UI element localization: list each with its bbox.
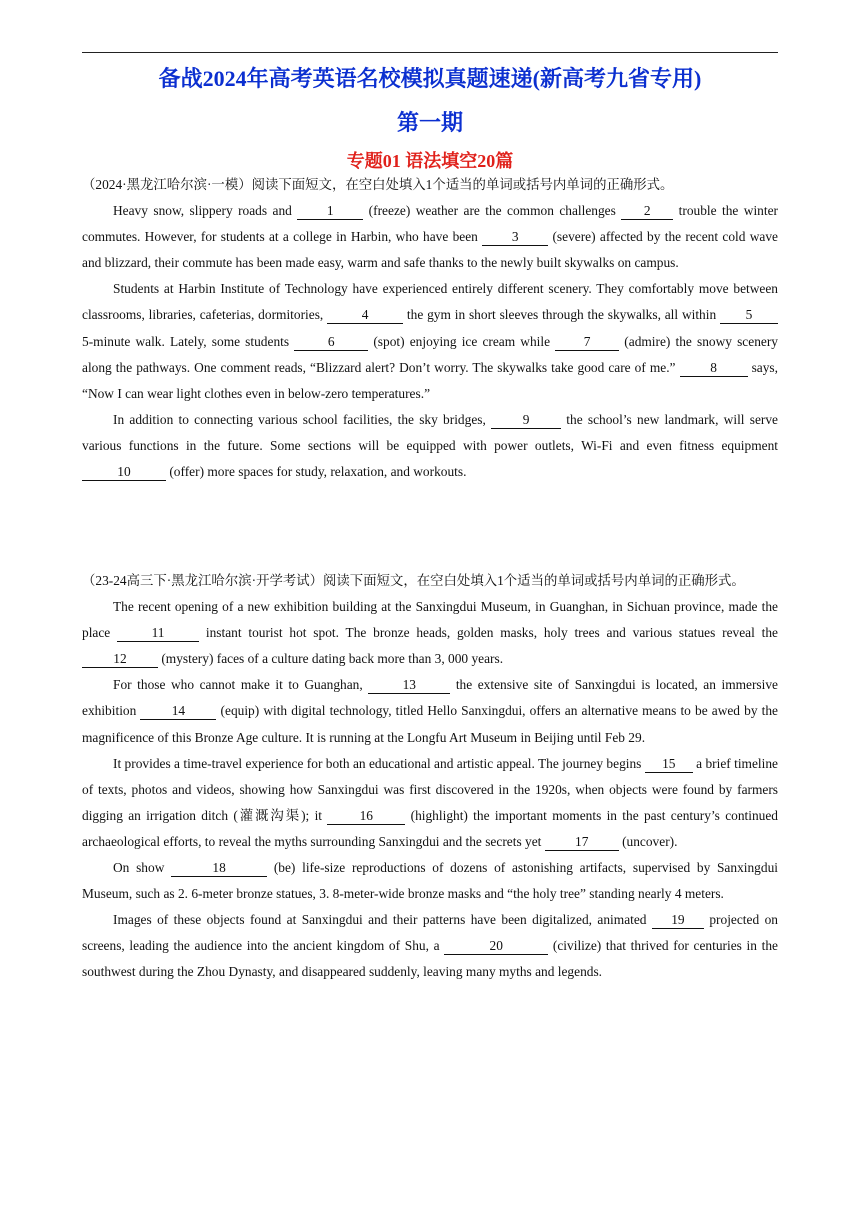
blank-12[interactable]: 12 [82,651,158,668]
issue-title: 第一期 [396,110,463,135]
section-1-intro: （2024·黑龙江哈尔滨·一模）阅读下面短文，在空白处填入1个适当的单词或括号内单词的正确形式。 [82,177,674,192]
section-1-paragraph-1: Heavy snow, slippery roads and 1 (freeze) weather are the common challenges 2 trouble the winter commutes. However, for students at a college in Harbin, who have been 3 (severe) affected by the recent cold wave and blizzard, their commute has been made easy, warm and safe thanks to the newly built skywalks on campus. [82,203,778,271]
blank-8[interactable]: 8 [680,360,748,377]
section-1-paragraph-3: In addition to connecting various school facilities, the sky bridges, 9 the school’s new landmark, will serve various functions in the future. Some sections will be equipped with power outlets, Wi-Fi and even fitness equipment 10 (offer) more spaces for study, relaxation, and workouts. [82,411,778,480]
blank-1[interactable]: 1 [297,203,363,220]
blank-18[interactable]: 18 [171,860,267,877]
section-1-paragraph-2: Students at Harbin Institute of Technology have experienced entirely different scenery. They comfortably move between classrooms, libraries, cafeterias, dormitories, 4 the gym in short sleeves through the skywalks, all within 5 5-minute walk. Lately, some students 6 (spot) enjoying ice cream while 7 (admire) the snowy scenery along the pathways. One comment reads, “Blizzard alert? Don’t worry. The skywalks take good care of me.” 8 says, “Now I can wear light clothes even in below-zero temperatures.” [82,281,778,401]
blank-13[interactable]: 13 [368,677,450,694]
section-2-paragraph-3: It provides a time-travel experience for both an educational and artistic appeal. The journey begins 15 a brief timeline of texts, photos and videos, showing how Sanxingdui was first discovered in the 1920s, when objects were found by farmers digging an irrigation ditch (灌溉沟渠); it 16 (highlight) the important moments in the past century’s continued archaeological efforts, to reveal the myths surrounding Sanxingdui and the secrets yet 17 (uncover). [82,755,778,849]
blank-7[interactable]: 7 [555,334,619,351]
blank-10[interactable]: 10 [82,464,166,481]
section-2-paragraph-1: The recent opening of a new exhibition building at the Sanxingdui Museum, in Guanghan, in Sichuan province, made the place 11 instant tourist hot spot. The bronze heads, golden masks, holy trees and various statues reveal the 12 (mystery) faces of a culture dating back more than 3, 000 years. [82,599,778,667]
blank-19[interactable]: 19 [652,912,704,929]
section-1 [82,172,778,485]
blank-15[interactable]: 15 [645,756,693,773]
blank-5[interactable]: 5 [720,307,778,324]
blank-9[interactable]: 9 [491,412,561,429]
section-2-paragraph-5: Images of these objects found at Sanxingdui and their patterns have been digitalized, animated 19 projected on screens, leading the audience into the ancient kingdom of Shu, a 20 (civilize) that thrived for centuries in the southwest during the Zhou Dynasty, and disappeared suddenly, leaving many myths and legends. [82,912,778,980]
blank-3[interactable]: 3 [482,229,548,246]
blank-20[interactable]: 20 [444,938,548,955]
blank-4[interactable]: 4 [327,307,403,324]
blank-17[interactable]: 17 [545,834,619,851]
section-2 [82,568,778,986]
topic-title: 专题01 语法填空20篇 [346,151,514,171]
section-2-paragraph-4: On show 18 (be) life-size reproductions of dozens of astonishing artifacts, supervised by Sanxingdui Museum, such as 2. 6-meter bronze statues, 3. 8-meter-wide bronze masks and “the holy tree” standing nearly 4 meters. [82,860,778,902]
section-2-intro: （23-24高三下·黑龙江哈尔滨·开学考试）阅读下面短文，在空白处填入1个适当的单词或括号内单词的正确形式。 [82,573,745,588]
blank-11[interactable]: 11 [117,625,199,642]
blank-2[interactable]: 2 [621,203,673,220]
blank-14[interactable]: 14 [140,703,216,720]
section-2-paragraph-2: For those who cannot make it to Guanghan, 13 the extensive site of Sanxingdui is located, an immersive exhibition 14 (equip) with digital technology, titled Hello Sanxingdui, offers an alternative means to be awed by the magnificence of this Bronze Age culture. It is running at the Longfu Art Museum in Beijing until Feb 29. [82,677,778,745]
top-rule [82,52,778,53]
blank-16[interactable]: 16 [327,808,405,825]
blank-6[interactable]: 6 [294,334,368,351]
document-title: 备战2024年高考英语名校模拟真题速递(新高考九省专用) [158,66,702,91]
